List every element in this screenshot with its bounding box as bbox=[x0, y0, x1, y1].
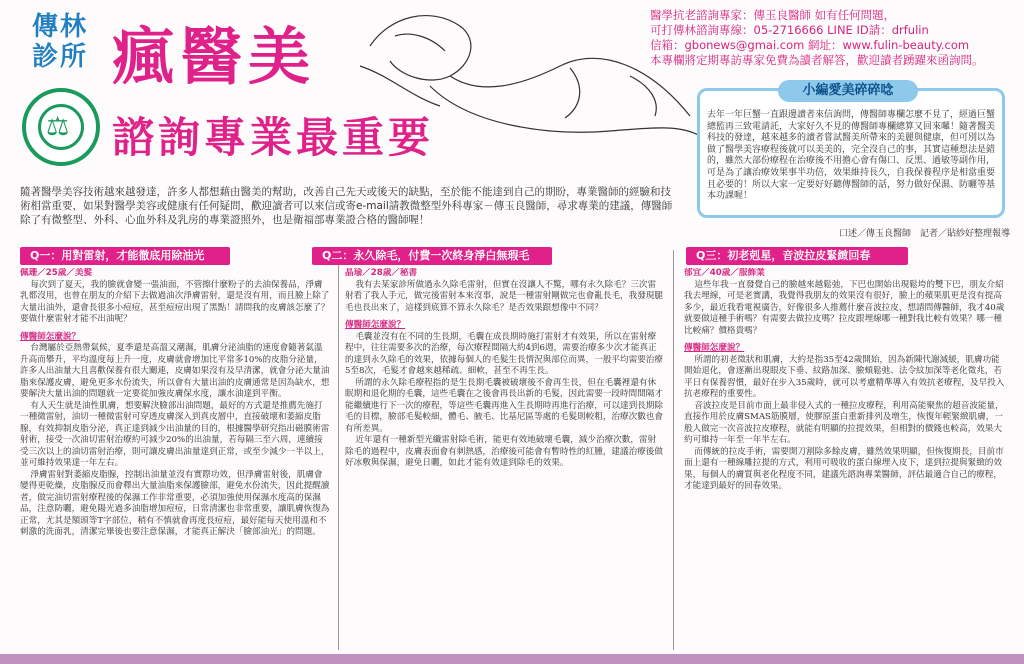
column-1-asker: 佩珊／25歲／美髮 bbox=[20, 268, 93, 278]
column-1-answer-p2: 有人天生就是油性肌膚，想要解決臉部出油問題，最好的方式還是推薦先施打一種微雷射，油切一種微雷射可穿透皮膚深入到真皮層中，直接破壞和萎縮皮脂腺，有效抑制皮脂分泌，真正達到減少出油量的目的，根據醫學研究指出磁膜術雷射術，接受一次油切雷射治療約可減少20%的出油量，若每隔三至六周，連續接受三次以上的油切雷射治療，則可讓皮膚出油量達到正常，或至少減少一半以上，並可維持效果達一年左右。 bbox=[20, 400, 330, 468]
column-1-header: Q一：用對雷射，才能徹底用除油光 bbox=[20, 247, 230, 265]
column-2-answer-p3: 近年還有一種新型光纖雷射除毛術，能更有效地破壞毛囊，減少治療次數，雷射除毛的過程中，皮膚表面會有刺熱感，治療後可能會有暫時性的紅腫，建議治療後做好冰敷與保濕，避免日曬，如此才能有效達到除毛的效果。 bbox=[345, 435, 663, 468]
contact-info bbox=[650, 8, 1010, 68]
clinic-name-line1: 傳林 bbox=[31, 12, 88, 42]
contact-line-1: 醫學抗老諮詢專家：傳玉良醫師 如有任何問題， bbox=[650, 8, 896, 22]
clinic-seal-logo bbox=[22, 88, 100, 166]
column-1-answer-p1: 台灣屬於亞熱帶氣候，夏季還是高溫又潮濕，肌膚分泌油脂的速度會隨著氣溫升高而攀升，平均溫度每上升一度，皮膚就會增加比平常多10%的皮脂分泌量，許多人出油量大且喜歡保養有很大關連，皮膚如果沒有及早清潔，就會分泌大量油脂來保護皮膚，避免更多水份流失，所以會有大量出油的皮膚通常是因為缺水，想要解決大量出油的問題就一定要從加強皮膚保水度，讓水油達到平衡。 bbox=[20, 343, 330, 399]
column-3-answer-p3: 而傳統的拉皮手術，需要開刀割除多餘皮膚，雖然效果明顯，但恢復期長，目前市面上還有一種線雕拉提的方式，利用可吸收的蛋白線埋入皮下，達到拉提與緊緻的效果，每個人的膚質與老化程度不同，建議先諮詢專業醫師，評估最適合自己的療程，才能達到最好的回春效果。 bbox=[684, 446, 1004, 491]
editor-note-title: 小編愛美碎碎唸 bbox=[778, 80, 918, 102]
scale-icon: ⚖ bbox=[46, 112, 70, 142]
column-2-answer-p2: 所謂的永久除毛療程指的是生長期毛囊被破壞後不會再生長，但在毛囊裡還有休眠期和退化期的毛囊，這些毛囊在之後會再長出新的毛髮，因此需要一段時間間隔才能繼續進行下一次的療程，等這些毛囊再進入生長期時再進行治療，可以達到長期除毛的目標，臉部毛髮較細，體毛、腋毛、比基尼區等處的毛髮則較粗，治療次數也會有所差異。 bbox=[345, 377, 663, 434]
clinic-name bbox=[20, 12, 100, 72]
column-3-header: Q三：初老剋星，音波拉皮緊緻回春 bbox=[686, 247, 908, 265]
contact-line-4: 本專欄將定期專訪專家免費為讀者解答，歡迎讀者踴躍來函詢問。 bbox=[650, 53, 984, 67]
column-2-answer-label: 傳醫師怎麼說？ bbox=[345, 320, 406, 330]
column-2-header: Q二：永久除毛，付費一次終身淨白無瑕毛 bbox=[312, 247, 552, 265]
column-divider-2 bbox=[673, 250, 674, 650]
column-1-answer-label: 傳醫師怎麼說？ bbox=[20, 331, 81, 342]
contact-line-2: 可打傳林諮詢專線：05-2716666 LINE ID請：drfulin bbox=[650, 23, 929, 37]
column-3 bbox=[684, 268, 1006, 650]
column-1 bbox=[20, 268, 330, 650]
byline: 口述／傳玉良醫師 記者／貼紗好整理報導 bbox=[838, 229, 1010, 239]
intro-paragraph: 隨著醫學美容技術越來越發達，許多人都想藉由醫美的幫助，改善自己先天或後天的缺點，至於能不能達到自己的期盼，專業醫師的經驗和技術相當重要，如果對醫學美容或健康有任何疑問，歡迎讀者可以來信或寄e-mail請教微整型外科專家－傳玉良醫師，尋求專業的建議，傳醫師除了有微整型、外科、心血外科及乳房的專業證照外，也是衛福部專業證合格的醫師喔！ bbox=[20, 186, 673, 226]
column-1-answer-p3: 淨膚雷射對萎縮皮脂腺，控制出油量並沒有實際功效，但淨膚雷射後，肌膚會變得更乾燥，皮脂腺反而會釋出大量油脂來保護臉部，避免水份流失，因此提醒讀者，做完油切雷射療程後的保濕工作非常重要，必須加強使用保濕水度高的保濕品，注意防曬，避免陽光過多油脂增加痘痘，日常清潔也非常重要，讓肌膚恢復為正常，尤其是額頭等T字部位，稍有不慎就會再度長痘痘，最好能每天使用溫和不刺激的洗面乳，清潔完畢後也要注意保濕，才能真正解決「臉部油光」的問題。 bbox=[20, 469, 330, 537]
clinic-name-line2: 診所 bbox=[31, 42, 88, 72]
column-3-question: 這些年我一直發覺自己的臉越來越鬆弛，下巴也開始出現鬆垮的雙下巴，朋友介紹我去埋線，可是老實講，我覺得我朋友的效果沒有很好，臉上的蘋果肌更是沒有提高多少，最近我看電視廣告，好像很多人推薦什麼音波拉皮，想請問傳醫師，我才40歲就要做這種手術嗎？有需要去做拉皮嗎？拉皮跟埋線哪一種對我比較有效果？哪一種比較痛？價格貴嗎？ bbox=[684, 279, 1005, 336]
contact-line-3: 信箱：gbonews@gmai.com 網址：www.fulin-beauty.com bbox=[650, 38, 970, 52]
column-1-question: 每次到了夏天，我的臉就會變一張油面，不管擦什麼粉子的去油保養品，淨膚乳都沒用，也曾在朋友的介紹下去做過油次淨膚雷射，還是沒有用，而且臉上除了大量出油外，還會長很多小痘痘，甚至痘痘出現了黑點！請問我的皮膚該怎麼了？要做什麼雷射才能不出油呢？ bbox=[20, 279, 330, 324]
column-3-asker: 郁宜／40歲／服飾業 bbox=[684, 268, 765, 278]
column-2-answer-p1: 毛囊並沒有在不同的生長期，毛囊在成長期時施打雷射才有效果，所以在雷射療程中，往往需要多次的治療，每次療程間隔大約4到6週，需要治療多少次才能真正的達到永久除毛的效果，依據每個人的毛髮生長情況與部位而異，一般平均需要治療5至8次，毛髮才會越來越稀疏、細軟，甚至不再生長。 bbox=[345, 331, 663, 376]
column-3-answer-p1: 所謂的初老徵狀和肌膚，大約是指35至42歲開始，因為新陳代謝減緩，肌膚功能開始退化，會逐漸出現眼皮下垂、紋路加深、臉頰鬆弛、法令紋加深等老化徵兆，若平日有保養習慣，最好在步入35歲時，就可以考慮精準導入有效抗老療程，及早投入抗老療程的重要性。 bbox=[684, 354, 1005, 399]
editor-note-text: 去年一年巨蟹一直跟邊讀者來信詢問，傳醫師專欄怎麼不見了，經過巨蟹總監再三致電請託，大家好久不見的傳醫師專欄總算又回來囉！隨著醫美科技的發達，越來越多的讀者嘗試醫美所帶來的美麗與健康，但可別以為做了醫學美容療程後就可以美美的，完全沒自己的事，其實這種想法是錯的，雖然大部份療程在治療後不用擔心會有傷口、反黑、過敏等副作用，可是為了讓治療效果事半功倍，效果維持長久，自我保養程序是相當重要且必要的！所以大家一定要好好聽傳醫師的話，努力做好保濕、防曬等基本功課喔！ bbox=[707, 110, 996, 202]
headline-main: 瘋醫美 bbox=[112, 20, 317, 93]
footer-bar bbox=[0, 654, 1024, 664]
column-3-answer-label: 傳醫師怎麼說？ bbox=[684, 343, 745, 353]
column-2-asker: 晶瑜／28歲／秘書 bbox=[345, 268, 418, 278]
column-divider-1 bbox=[338, 250, 339, 650]
column-3-answer-p2: 音波拉皮是目前市面上最非侵入式的一種拉皮療程，利用高能聚焦的超音波能量，直接作用於皮膚SMAS筋膜層，使膠原蛋白重新排列及增生，恢復年輕緊緻肌膚，一般人做完一次音波拉皮療程，就能有明顯的拉提效果，但相對的價錢也較高，效果大約可維持一年至一年半左右。 bbox=[684, 400, 1004, 445]
headline-sub: 諮詢專業最重要 bbox=[112, 113, 435, 162]
column-2 bbox=[345, 268, 663, 650]
column-2-question: 我有去某家診所做過永久除毛雷射，但實在沒讓人不驚，哪有永久除毛？三次雷射看了我人手元，做完後雷射本來沒事，說是一種雷射剛做完也會亂長毛，我發現腿毛也長出來了，這樣到底算不算永久除毛？是否效果跟想像中不同？ bbox=[345, 279, 663, 313]
